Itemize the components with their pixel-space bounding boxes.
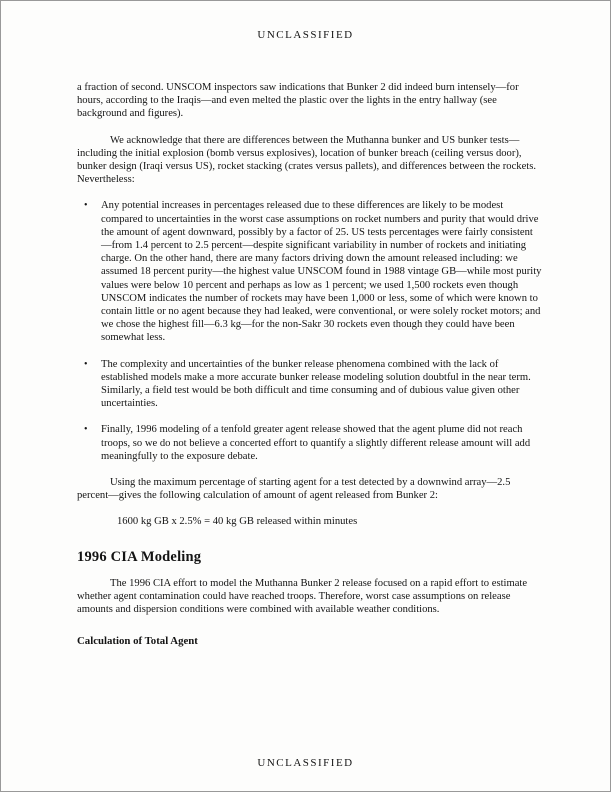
equation-agent-release: 1600 kg GB x 2.5% = 40 kg GB released within minutes <box>117 516 358 528</box>
bullet-item-1996-modeling <box>84 423 543 463</box>
bullet-item-model-uncertainty <box>84 358 543 411</box>
bullet-icon: • <box>84 358 88 370</box>
bullet-text: Finally, 1996 modeling of a tenfold greater agent release showed that the agent plume did not reach troops, so we do not believe a concerted effort to quantify a slightly different release amount will add meaningfully to the exposure debate. <box>101 424 531 462</box>
paragraph-acknowledge: We acknowledge that there are differences between the Muthanna bunker and US bunker tests—including the initial explosion (bomb versus explosives), location of bunker breach (ceiling versus door), bunker design (Iraqi versus US), rocket stacking (crates versus pallets), and differences between the rockets. Nevertheless: <box>77 134 536 186</box>
classification-footer: UNCLASSIFIED <box>257 757 354 769</box>
section-heading-1996-cia-modeling: 1996 CIA Modeling <box>77 548 202 565</box>
paragraph-using-max: Using the maximum percentage of starting agent for a test detected by a downwind array—2.5 percent—gives the following calculation of amount of agent released from Bunker 2: <box>77 477 511 502</box>
classification-header: UNCLASSIFIED <box>257 29 354 41</box>
paragraph-continuation: a fraction of second. UNSCOM inspectors saw indications that Bunker 2 did indeed burn intensely—for hours, according to the Iraqis—and even melted the plastic over the lights in the entry hallway (see background and figures). <box>77 82 519 120</box>
bullet-text: The complexity and uncertainties of the bunker release phenomena combined with the lack of established models make a more accurate bunker release modeling solution doubtful in the near term. Similarly, a field test would be both difficult and time consuming and of dubious value given other uncertainties. <box>101 358 531 410</box>
bullet-icon: • <box>84 424 88 436</box>
bullet-text: Any potential increases in percentages released due to these differences are likely to be modest compared to uncertainties in the worst case assumptions on rocket numbers and purity that would drive the amount of agent downward, possibly by a factor of 25. US tests percentages were fairly consistent—from 1.4 percent to 2.5 percent—despite significant variability in number of rockets and initiating charge. On the other hand, there are many factors driving down the amount released including: we assumed 18 percent purity—the highest value UNSCOM found in 1988 vintage GB—while most purity values were below 10 percent and perhaps as low as 1 percent; we used 1,500 rockets even though UNSCOM indicates the number of rockets may have been 1,000 or less, some of which were known to contain little or no agent because they had leaked, were conventional, or were solely rocket motors; and we chose the highest fill—6.3 kg—for the non-Sakr 30 rockets even though they could have been somewhat less. <box>101 200 542 344</box>
sub-heading-calculation-of-total-agent: Calculation of Total Agent <box>77 634 198 647</box>
bullet-item-release-increase <box>84 199 543 344</box>
bullet-icon: • <box>84 200 88 212</box>
document-body <box>77 81 543 648</box>
paragraph-cia-modeling: The 1996 CIA effort to model the Muthanna Bunker 2 release focused on a rapid effort to estimate whether agent contamination could have reached troops. Therefore, worst case assumptions on release amounts and dispersion conditions were combined with available weather conditions. <box>77 577 528 616</box>
bullet-list <box>84 199 543 463</box>
